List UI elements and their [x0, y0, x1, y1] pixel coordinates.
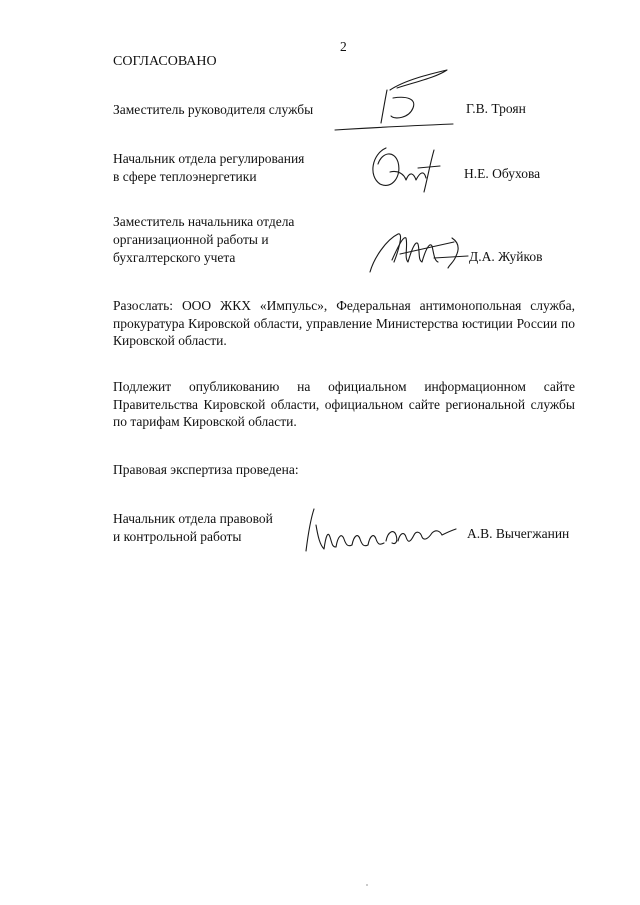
- signature-1: [335, 68, 455, 138]
- approver-2-position-line2: в сфере теплоэнергетики: [113, 169, 257, 184]
- approver-3-position-line3: бухгалтерского учета: [113, 250, 236, 265]
- legal-review-text: Правовая экспертиза проведена:: [113, 462, 299, 477]
- approver-1-position: Заместитель руководителя службы: [113, 102, 314, 117]
- signature-4: [300, 505, 460, 555]
- approval-heading: СОГЛАСОВАНО: [113, 54, 217, 69]
- legal-approver-position-line2: и контрольной работы: [113, 529, 242, 544]
- publication-paragraph: Подлежит опубликованию на официальном информационном сайте Правительства Кировской области, официальном сайте региональной службы по тарифам Кировской области.: [113, 379, 575, 429]
- signature-3: [364, 222, 474, 277]
- distribution-paragraph: Разослать: ООО ЖКХ «Импульс», Федеральная антимонопольная служба, прокуратура Кировской области, управление Министерства юстиции России по Кировской области.: [113, 298, 575, 348]
- legal-approver-position-line1: Начальник отдела правовой: [113, 511, 273, 526]
- signature-2: [368, 140, 448, 195]
- approver-3-position-line1: Заместитель начальника отдела: [113, 214, 295, 229]
- approver-2-name: Н.Е. Обухова: [464, 166, 541, 181]
- page-number: 2: [340, 39, 347, 54]
- approver-1-name: Г.В. Троян: [466, 101, 526, 116]
- approver-3-name: Д.А. Жуйков: [469, 249, 543, 264]
- approver-3-position-line2: организационной работы и: [113, 232, 269, 247]
- legal-approver-name: А.В. Вычегжанин: [467, 526, 570, 541]
- approver-2-position-line1: Начальник отдела регулирования: [113, 151, 305, 166]
- scan-mark: [366, 884, 368, 886]
